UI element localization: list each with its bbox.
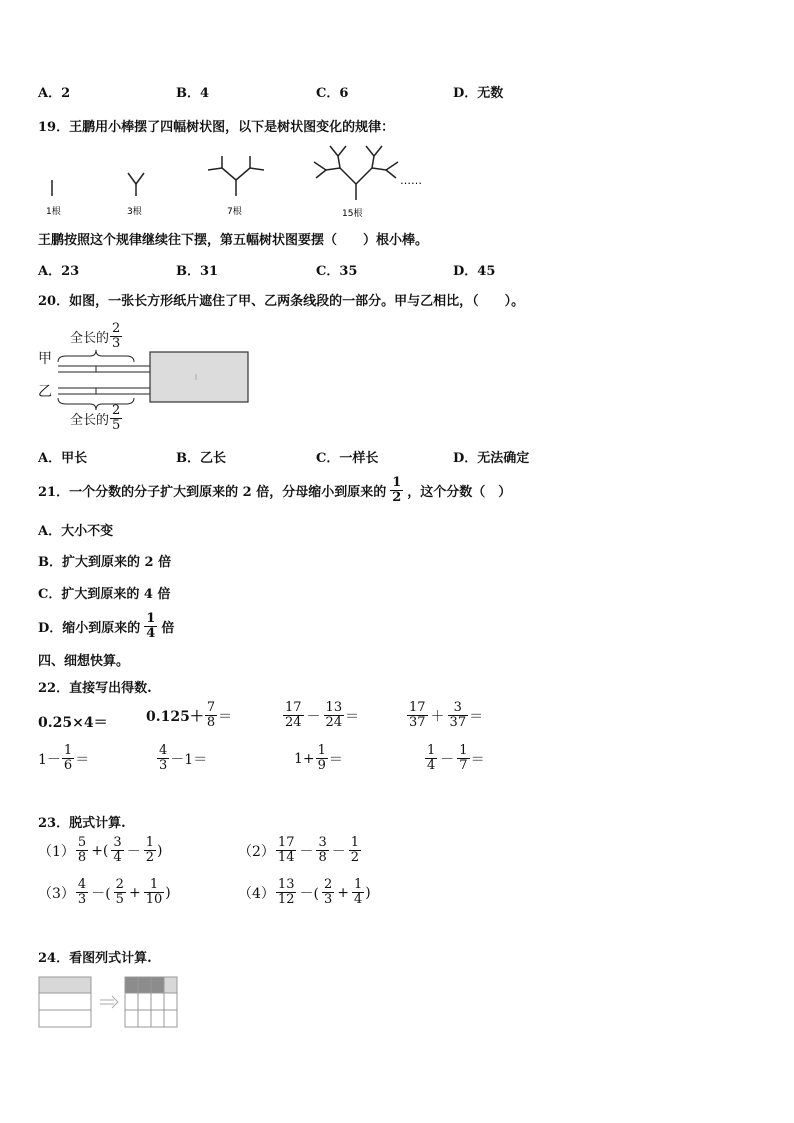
q22-r1c4: $\frac{17}{37}$ ＋ $\frac{3}{37}$ ＝	[409, 700, 484, 731]
q18-option-b: B．4	[176, 86, 210, 101]
q19-option-b: B．31	[176, 264, 219, 279]
q20-figure	[36, 318, 256, 436]
q21-stem: 21．一个分数的分子扩大到原来的 2 倍，分母缩小到原来的 $\frac{1}{2}$ ，这个分数（ ）	[38, 475, 512, 506]
q22-r1c1: 0.25×4＝	[38, 715, 108, 731]
q23-problem-1: （1） $\frac{5}{8}$ +( $\frac{3}{4}$ － $\frac{1}{2}$ )	[38, 835, 163, 866]
q22-r2c3: 1+ $\frac{1}{9}$ ＝	[294, 743, 343, 774]
q22-r2c2: $\frac{4}{3}$ －1＝	[159, 743, 208, 774]
q21-option-a: A．大小不变	[38, 524, 114, 539]
q19-stem: 19．王鹏用小棒摆了四幅树状图，以下是树状图变化的规律：	[38, 120, 395, 135]
tree-4-label: 15根	[342, 209, 363, 219]
q22-r1c2: 0.125＋ $\frac{7}{8}$ ＝	[146, 700, 233, 731]
right-light-part	[164, 977, 177, 993]
tree-2-stick	[136, 173, 144, 184]
q23-problem-2: （2） $\frac{17}{14}$ － $\frac{3}{8}$ － $\frac{1}{2}$	[238, 835, 360, 866]
q19-question: 王鹏按照这个规律继续往下摆，第五幅树状图要摆（ ）根小棒。	[38, 233, 429, 248]
q24-figure	[38, 975, 180, 1031]
tree-3-label: 7根	[227, 207, 242, 217]
q20-option-c: C．一样长	[316, 451, 379, 466]
q20-option-b: B．乙长	[176, 451, 226, 466]
q22-stem: 22．直接写出得数.	[38, 681, 152, 696]
q19-option-d: D．45	[453, 264, 496, 279]
q22-r2c1: 1－ $\frac{1}{6}$ ＝	[38, 743, 90, 774]
right-dark-part	[125, 977, 164, 993]
q21-option-d: D．缩小到原来的 $\frac{1}{4}$ 倍	[38, 611, 175, 642]
label-jia: 甲	[38, 351, 52, 367]
tree-2-label: 3根	[127, 207, 142, 217]
q23-problem-4: （4） $\frac{13}{12}$ －( $\frac{2}{3}$ + $\frac{1}{4}$ )	[238, 877, 371, 908]
section-four-heading: 四、细想快算。	[38, 654, 130, 669]
q22-r2c4: $\frac{1}{4}$ － $\frac{1}{7}$ ＝	[427, 743, 485, 774]
q20-option-d: D．无法确定	[453, 451, 530, 466]
tree-ellipsis: ……	[400, 174, 422, 187]
q21-option-c: C．扩大到原来的 4 倍	[38, 587, 171, 602]
q24-stem: 24．看图列式计算.	[38, 951, 152, 966]
q23-stem: 23．脱式计算.	[38, 816, 126, 831]
q19-tree-figures	[36, 140, 456, 222]
q23-problem-3: （3） $\frac{4}{3}$ －( $\frac{2}{5}$ + $\frac{1}{10}$ )	[38, 877, 171, 908]
q20-stem: 20．如图，一张长方形纸片遮住了甲、乙两条线段的一部分。甲与乙相比，（ ）。	[38, 294, 525, 309]
yi-annotation: 全长的 $\frac{2}{5}$	[70, 403, 121, 434]
tree-2-stick	[128, 173, 136, 184]
paper-rectangle	[150, 352, 248, 402]
left-shaded-part	[39, 977, 91, 993]
arrow-icon	[100, 996, 118, 1008]
q18-option-a: A．2	[38, 86, 71, 101]
q21-option-b: B．扩大到原来的 2 倍	[38, 555, 172, 570]
q19-option-a: A．23	[38, 264, 80, 279]
q18-option-d: D．无数	[453, 86, 504, 101]
tree-1-label: 1根	[46, 207, 61, 217]
q18-option-c: C．6	[316, 86, 349, 101]
q22-r1c3: $\frac{17}{24}$ － $\frac{13}{24}$ ＝	[285, 700, 360, 731]
q20-option-a: A．甲长	[38, 451, 88, 466]
q19-option-c: C．35	[316, 264, 358, 279]
label-yi: 乙	[38, 384, 52, 400]
jia-annotation: 全长的 $\frac{2}{3}$	[70, 321, 121, 352]
